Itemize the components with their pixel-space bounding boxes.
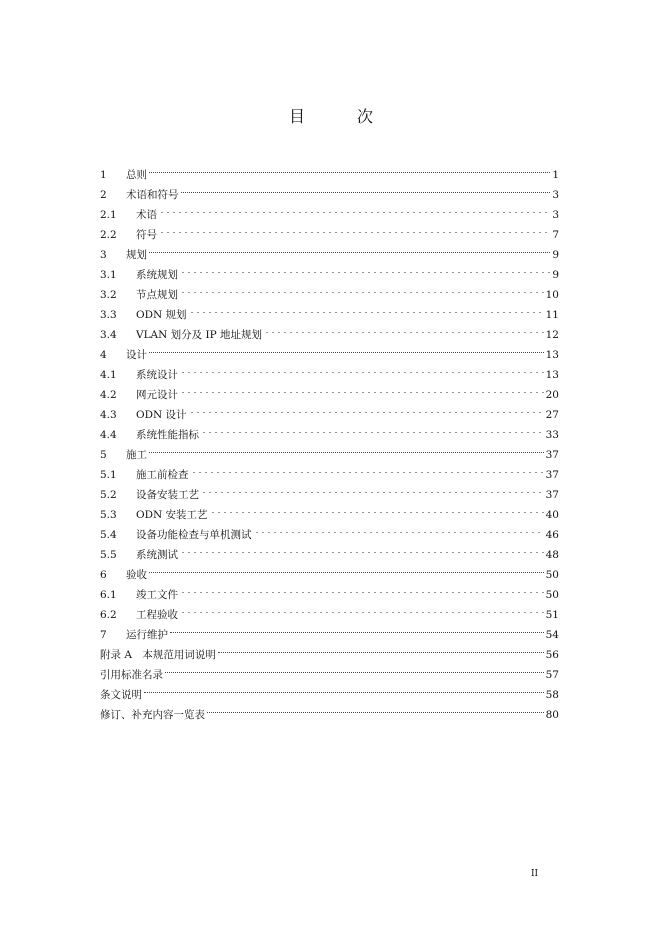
toc-leader-dots	[180, 278, 544, 298]
toc-entry-page: 37	[545, 469, 559, 481]
toc-leader-dots	[180, 578, 544, 598]
toc-entry-page: 51	[545, 609, 559, 621]
toc-entry-page: 33	[545, 429, 559, 441]
toc-entry[interactable]	[100, 438, 559, 461]
toc-leader-dots	[218, 638, 544, 658]
toc-leader-dots	[165, 658, 544, 678]
toc-entry-number: 1	[100, 169, 107, 181]
toc-leader-dots	[180, 538, 544, 558]
toc-entry-page: 13	[545, 369, 559, 381]
toc-leader-dots	[189, 398, 544, 418]
toc-leader-dots	[149, 558, 544, 578]
toc-entry-page: 37	[545, 449, 559, 461]
toc-entry-title: 节点规划	[136, 289, 178, 301]
toc-entry-title: 系统设计	[136, 369, 178, 381]
toc-entry[interactable]	[100, 218, 559, 241]
toc-entry-number: 3.4	[100, 329, 117, 341]
toc-entry-title: 运行维护	[126, 629, 168, 641]
toc-leader-dots	[149, 238, 550, 258]
toc-leader-dots	[170, 618, 544, 638]
toc-entry-number: 6.1	[100, 589, 117, 601]
toc-entry-title: 工程验收	[136, 609, 178, 621]
toc-entry[interactable]	[100, 458, 559, 481]
toc-entry-page: 54	[545, 629, 559, 641]
toc-leader-dots	[181, 178, 551, 198]
toc-leader-dots	[189, 298, 544, 318]
toc-entry-page: 80	[545, 709, 559, 721]
toc-entry-page: 1	[552, 169, 559, 181]
toc-entry-page: 48	[545, 549, 559, 561]
toc-entry[interactable]	[100, 358, 559, 381]
toc-entry-title: 设备安装工艺	[136, 489, 199, 501]
toc-entry-title: 施工前检查	[136, 469, 189, 481]
toc-entry-page: 12	[545, 329, 559, 341]
toc-entry-page: 46	[545, 529, 559, 541]
toc-entry[interactable]	[100, 578, 559, 601]
toc-entry-page: 7	[552, 229, 559, 241]
toc-entry-page: 50	[545, 589, 559, 601]
toc-entry-title: 设计	[126, 349, 147, 361]
toc-entry-number: 2	[100, 189, 107, 201]
toc-entry-page: 40	[545, 509, 559, 521]
toc-entry-page: 10	[545, 289, 559, 301]
toc-leader-dots	[201, 478, 544, 498]
toc-entry-page: 3	[552, 189, 559, 201]
toc-leader-dots	[159, 198, 550, 218]
toc-leader-dots	[264, 318, 544, 338]
toc-entry-page: 20	[545, 389, 559, 401]
toc-leader-dots	[180, 598, 544, 618]
toc-entry[interactable]	[100, 638, 559, 661]
toc-entry[interactable]	[100, 678, 559, 701]
toc-leader-dots	[149, 438, 544, 458]
toc-leader-dots	[149, 158, 550, 178]
toc-entry-number: 2.1	[100, 209, 117, 221]
toc-entry[interactable]	[100, 698, 559, 721]
toc-entry-number: 3	[100, 249, 107, 261]
toc-entry-number: 5.3	[100, 509, 117, 521]
toc-entry-page: 50	[545, 569, 559, 581]
toc-leader-dots	[180, 378, 544, 398]
table-of-contents	[100, 158, 559, 721]
toc-entry-title: 附录 A 本规范用词说明	[100, 649, 216, 661]
toc-entry[interactable]	[100, 258, 559, 281]
toc-entry-number: 6.2	[100, 609, 117, 621]
toc-entry-page: 9	[552, 249, 559, 261]
toc-entry-page: 56	[545, 649, 559, 661]
toc-entry-title: 条文说明	[100, 689, 142, 701]
toc-entry-title: ODN 设计	[136, 409, 187, 421]
toc-entry-title: 引用标准名录	[100, 669, 163, 681]
toc-entry-number: 6	[100, 569, 107, 581]
toc-leader-dots	[149, 338, 544, 358]
toc-leader-dots	[201, 418, 544, 438]
toc-entry-page: 27	[545, 409, 559, 421]
toc-entry-title: VLAN 划分及 IP 地址规划	[136, 329, 263, 341]
toc-entry-page: 13	[545, 349, 559, 361]
toc-entry-title: ODN 安装工艺	[136, 509, 208, 521]
toc-entry-number: 5	[100, 449, 107, 461]
toc-entry-title: 系统规划	[136, 269, 178, 281]
toc-entry-number: 3.3	[100, 309, 117, 321]
toc-entry-number: 3.1	[100, 269, 117, 281]
toc-entry-page: 3	[552, 209, 559, 221]
toc-entry-title: 规划	[126, 249, 147, 261]
toc-entry-number: 5.2	[100, 489, 117, 501]
toc-entry-number: 4.2	[100, 389, 117, 401]
toc-entry-page: 11	[545, 309, 559, 321]
toc-entry[interactable]	[100, 198, 559, 221]
toc-entry-title: 术语和符号	[126, 189, 179, 201]
toc-entry-title: 施工	[126, 449, 147, 461]
toc-leader-dots	[159, 218, 550, 238]
toc-entry-page: 9	[552, 269, 559, 281]
toc-entry-number: 5.5	[100, 549, 117, 561]
toc-entry-number: 5.1	[100, 469, 117, 481]
toc-entry-title: 符号	[136, 229, 157, 241]
toc-entry-page: 57	[545, 669, 559, 681]
toc-leader-dots	[207, 698, 544, 718]
toc-entry[interactable]	[100, 238, 559, 261]
toc-entry-title: 竣工文件	[136, 589, 178, 601]
toc-entry-page: 58	[545, 689, 559, 701]
toc-leader-dots	[180, 258, 550, 278]
page-number: II	[531, 869, 539, 879]
toc-entry[interactable]	[100, 158, 559, 181]
toc-entry-number: 4.4	[100, 429, 117, 441]
toc-entry-number: 2.2	[100, 229, 117, 241]
toc-entry[interactable]	[100, 178, 559, 201]
toc-entry-number: 4	[100, 349, 107, 361]
toc-entry-number: 7	[100, 629, 107, 641]
toc-entry-title: ODN 规划	[136, 309, 187, 321]
toc-entry-title: 系统测试	[136, 549, 178, 561]
toc-entry-title: 修订、补充内容一览表	[100, 709, 205, 721]
toc-entry-title: 系统性能指标	[136, 429, 199, 441]
toc-entry[interactable]	[100, 338, 559, 361]
toc-entry[interactable]	[100, 658, 559, 681]
toc-entry-number: 4.3	[100, 409, 117, 421]
toc-entry-title: 总则	[126, 169, 147, 181]
toc-leader-dots	[144, 678, 544, 698]
toc-entry-number: 3.2	[100, 289, 117, 301]
toc-entry-number: 4.1	[100, 369, 117, 381]
toc-entry-title: 验收	[126, 569, 147, 581]
toc-leader-dots	[254, 518, 544, 538]
toc-entry-page: 37	[545, 489, 559, 501]
toc-entry[interactable]	[100, 558, 559, 581]
toc-entry-title: 术语	[136, 209, 157, 221]
toc-leader-dots	[191, 458, 544, 478]
toc-leader-dots	[180, 358, 544, 378]
toc-leader-dots	[210, 498, 544, 518]
toc-entry-title: 网元设计	[136, 389, 178, 401]
toc-entry-number: 5.4	[100, 529, 117, 541]
toc-title: 目 次	[288, 107, 391, 126]
toc-entry-title: 设备功能检查与单机测试	[136, 529, 252, 541]
